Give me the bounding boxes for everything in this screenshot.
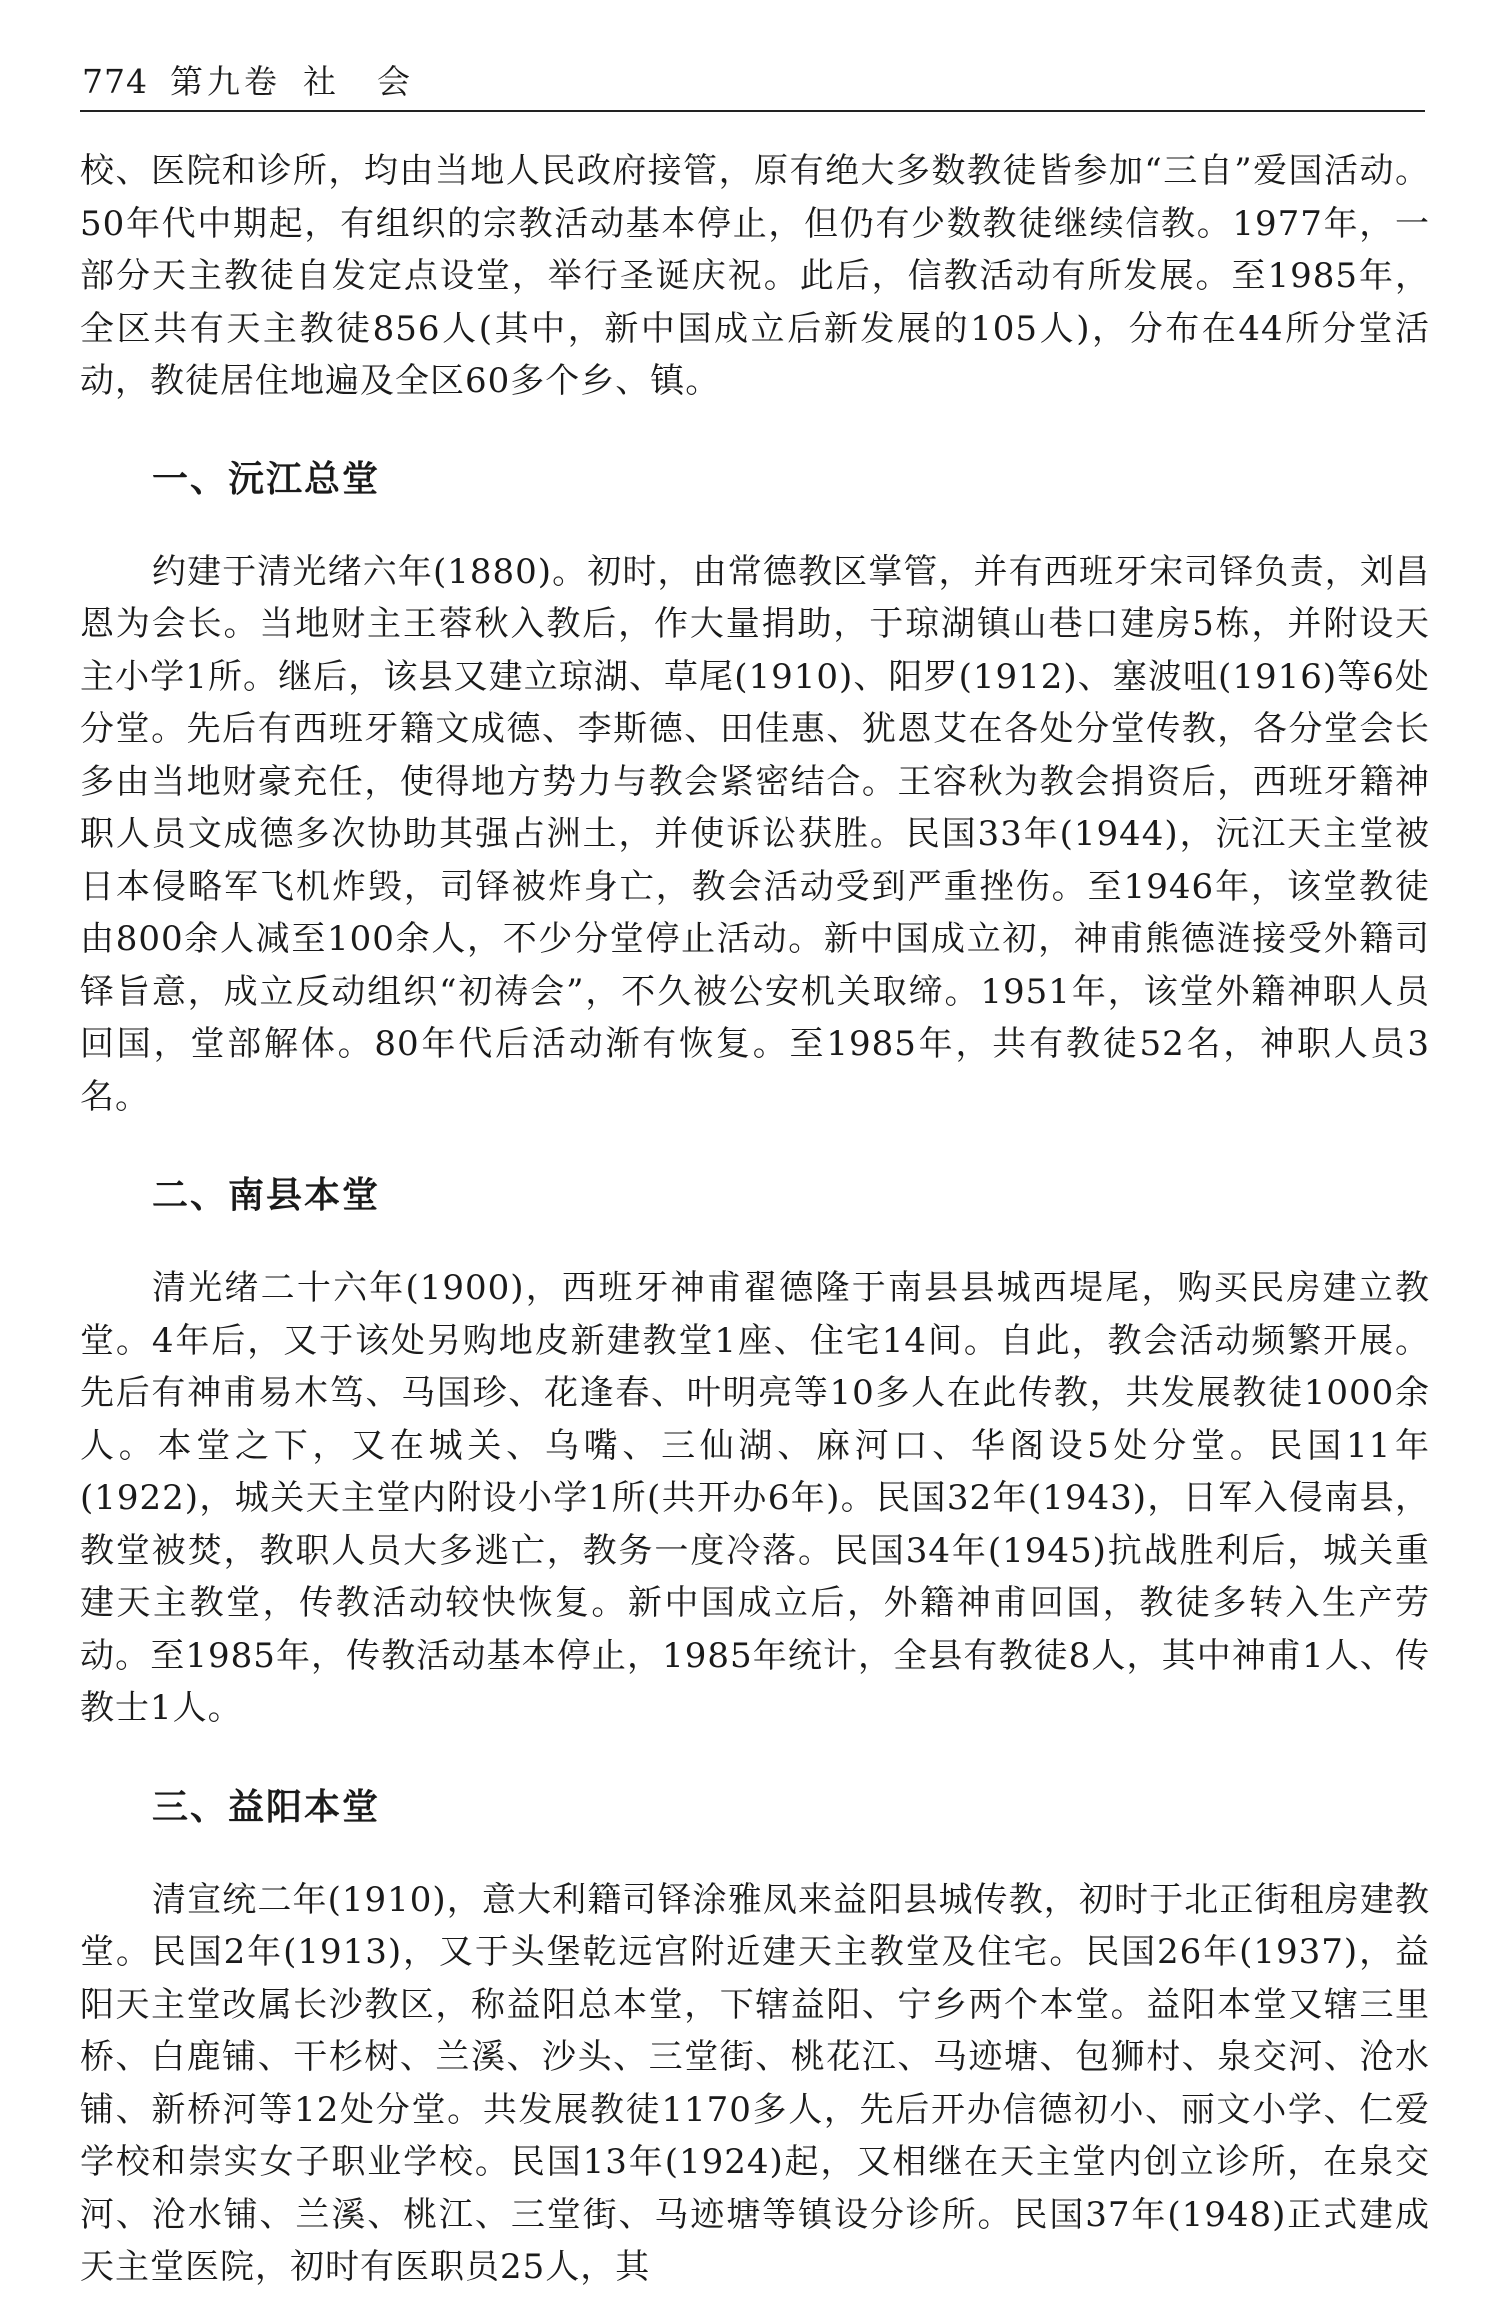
intro-paragraph: 校、医院和诊所，均由当地人民政府接管，原有绝大多数教徒皆参加“三自”爱国活动。50年代中期起，有组织的宗教活动基本停止，但仍有少数教徒继续信教。1977年，一部分天主教徒自发定点设堂，举行圣诞庆祝。此后，信教活动有所发展。至1985年，全区共有天主教徒856人(其中，新中国成立后新发展的105人)，分布在44所分堂活动，教徒居住地遍及全区60多个乡、镇。 bbox=[80, 151, 1430, 401]
section-body-nanxian: 清光绪二十六年(1900)，西班牙神甫翟德隆于南县县城西堤尾，购买民房建立教堂。4年后，又于该处另购地皮新建教堂1座、住宅14间。自此，教会活动频繁开展。先后有神甫易木笃、马国珍、花逢春、叶明亮等10多人在此传教，共发展教徒1000余人。本堂之下，又在城关、乌嘴、三仙湖、麻河口、华阁设5处分堂。民国11年(1922)，城关天主堂内附设小学1所(共开办6年)。民国32年(1943)，日军入侵南县，教堂被焚，教职人员大多逃亡，教务一度冷落。民国34年(1945)抗战胜利后，城关重建天主教堂，传教活动较快恢复。新中国成立后，外籍神甫回国，教徒多转入生产劳动。至1985年，传教活动基本停止，1985年统计，全县有教徒8人，其中神甫1人、传教士1人。 bbox=[80, 1268, 1430, 1728]
section-title-nanxian: 二、南县本堂 bbox=[152, 1175, 381, 1216]
running-header bbox=[82, 56, 414, 103]
section-body-yiyang: 清宣统二年(1910)，意大利籍司铎涂雅凤来益阳县城传教，初时于北正街租房建教堂。民国2年(1913)，又于头堡乾远宫附近建天主教堂及住宅。民国26年(1937)，益阳天主堂改属长沙教区，称益阳总本堂，下辖益阳、宁乡两个本堂。益阳本堂又辖三里桥、白鹿铺、干杉树、兰溪、沙头、三堂街、桃花江、马迹塘、包狮村、泉交河、沧水铺、新桥河等12处分堂。共发展教徒1170多人，先后开办信德初小、丽文小学、仁爱学校和崇实女子职业学校。民国13年(1924)起，又相继在天主堂内创立诊所，在泉交河、沧水铺、兰溪、桃江、三堂街、马迹塘等镇设分诊所。民国37年(1948)正式建成天主堂医院，初时有医职员25人，其 bbox=[80, 1879, 1430, 2287]
page-body bbox=[80, 145, 1430, 2294]
volume-label: 第九卷 bbox=[170, 62, 281, 101]
section-body-yuanjiang: 约建于清光绪六年(1880)。初时，由常德教区掌管，并有西班牙宋司铎负责，刘昌恩为会长。当地财主王蓉秋入教后，作大量捐助，于琼湖镇山巷口建房5栋，并附设天主小学1所。继后，该县又建立琼湖、草尾(1910)、阳罗(1912)、塞波咀(1916)等6处分堂。先后有西班牙籍文成德、李斯德、田佳惠、犹恩艾在各处分堂传教，各分堂会长多由当地财豪充任，使得地方势力与教会紧密结合。王容秋为教会捐资后，西班牙籍神职人员文成德多次协助其强占洲土，并使诉讼获胜。民国33年(1944)，沅江天主堂被日本侵略军飞机炸毁，司铎被炸身亡，教会活动受到严重挫伤。至1946年，该堂教徒由800余人减至100余人，不少分堂停止活动。新中国成立初，神甫熊德涟接受外籍司铎旨意，成立反动组织“初祷会”，不久被公安机关取缔。1951年，该堂外籍神职人员回国，堂部解体。80年代后活动渐有恢复。至1985年，共有教徒52名，神职人员3名。 bbox=[80, 551, 1430, 1117]
section-title-yuanjiang: 一、沅江总堂 bbox=[152, 458, 381, 500]
page-number: 774 bbox=[82, 62, 148, 101]
section-title-yiyang: 三、益阳本堂 bbox=[152, 1786, 381, 1828]
header-rule bbox=[80, 110, 1425, 112]
section-label: 社 会 bbox=[303, 62, 414, 101]
